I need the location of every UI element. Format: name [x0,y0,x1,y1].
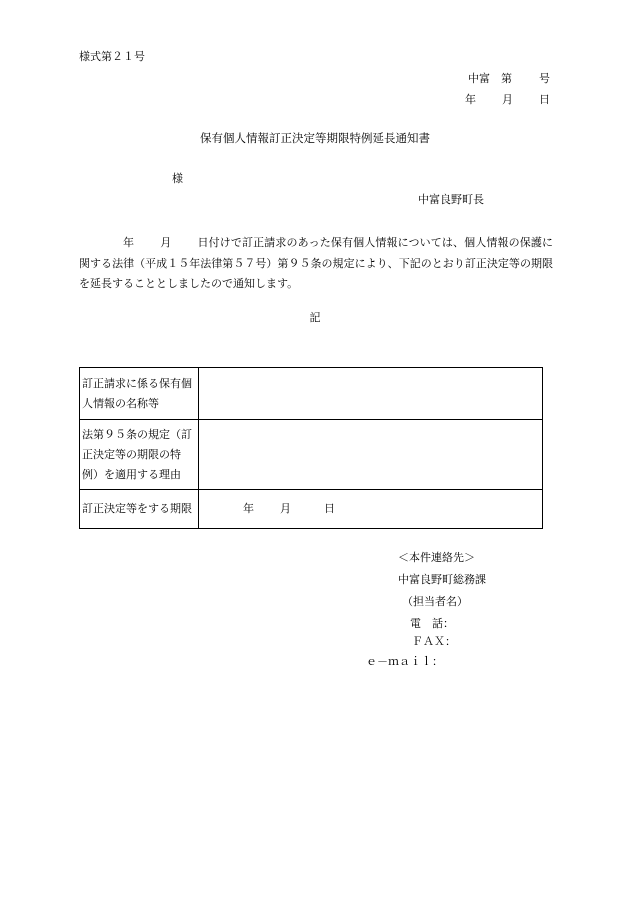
date-month: 月 [502,93,513,106]
deadline-day: 日 [324,502,335,515]
row-value-record-name[interactable] [199,368,543,420]
contact-department: 中富良野町総務課 [398,573,486,586]
body-text: 日付けで訂正請求のあった保有個人情報については、個人情報の保護に関する法律（平成１５年法律第５７号）第９５条の規定により、下記のとおり訂正決定等の期限を延長することとしましたので通知します。 [79,236,553,290]
issuer-name: 中富良野町長 [418,193,484,206]
row-label-extension-reason: 法第９５条の規定（訂正決定等の期限の特例）を適用する理由 [80,420,199,490]
deadline-month: 月 [280,502,291,515]
row-value-extension-reason[interactable] [199,420,543,490]
body-year: 年 [123,236,135,249]
document-number-line [468,73,550,84]
issuer-prefix: 中富 [468,72,490,85]
row-value-deadline[interactable] [199,490,543,529]
document-date-line [465,94,550,105]
form-number: 様式第２１号 [79,50,145,63]
contact-email-label: ｅ－ｍａｉｌ： [366,655,443,668]
table-row [80,368,543,420]
row-label-deadline: 訂正決定等をする期限 [80,490,199,529]
contact-phone-label: 電 話： [410,617,454,630]
table-row [80,490,543,529]
deadline-year: 年 [243,502,254,515]
info-table [79,367,543,529]
date-day: 日 [539,93,550,106]
recipient-suffix: 様 [172,172,183,185]
contact-fax-label: ＦＡＸ： [412,635,456,648]
row-label-record-name: 訂正請求に係る保有個人情報の名称等 [80,368,199,420]
document-title: 保有個人情報訂正決定等期限特例延長通知書 [200,131,430,145]
date-year: 年 [465,93,476,106]
contact-person: （担当者名） [402,595,468,608]
contact-heading: ＜本件連絡先＞ [398,551,475,564]
table-row [80,420,543,490]
ki-heading: 記 [309,311,321,324]
number-go: 号 [539,72,550,85]
number-dai: 第 [501,72,512,85]
body-month: 月 [160,236,172,249]
body-paragraph [79,233,553,295]
